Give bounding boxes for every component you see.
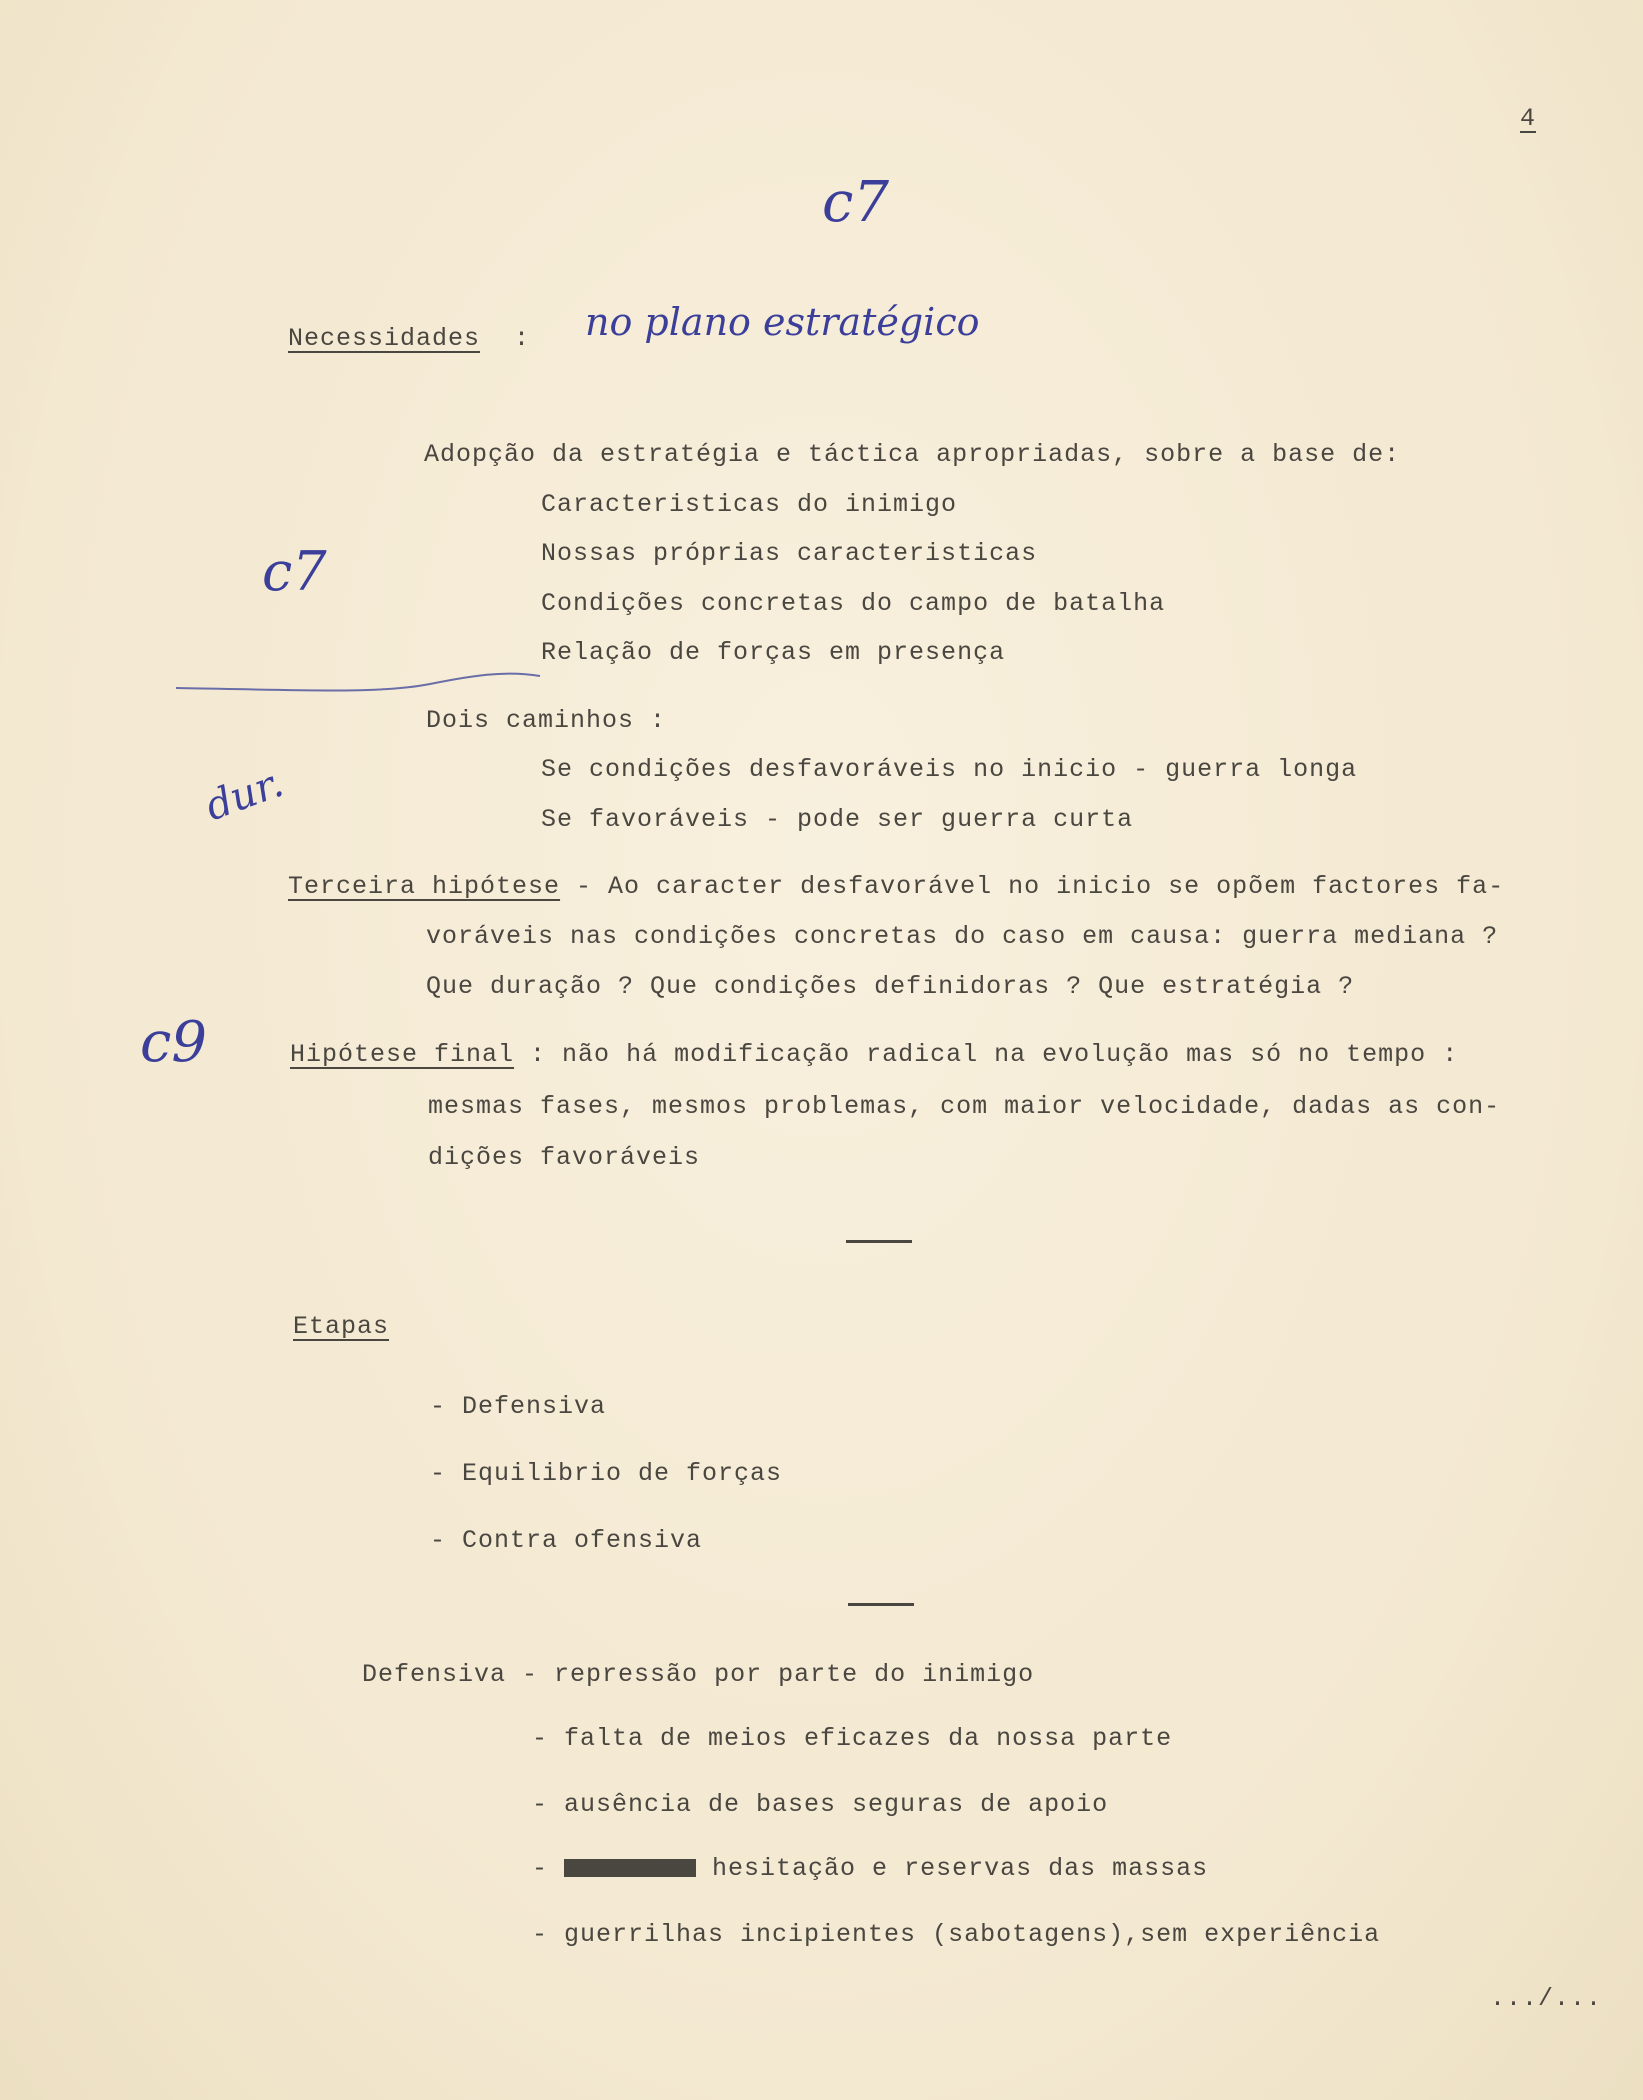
- defensiva-first-item: - repressão por parte do inimigo: [506, 1660, 1035, 1689]
- defensiva-heading: Defensiva: [362, 1660, 507, 1689]
- section-divider: [846, 1240, 912, 1243]
- necessidades-item: Caracteristicas do inimigo: [541, 490, 958, 519]
- handwritten-margin-c7: c7: [262, 540, 327, 603]
- handwritten-note-plano-estrategico: no plano estratégico: [585, 300, 980, 344]
- defensiva-row: [362, 1660, 1034, 1689]
- terceira-hipotese-line: voráveis nas condições concretas do caso em causa: guerra mediana ?: [426, 922, 1499, 951]
- hipotese-final-line: dições favoráveis: [428, 1143, 701, 1172]
- section-divider: [848, 1603, 914, 1606]
- defensiva-hesitacao-row: [532, 1854, 1208, 1883]
- necessidades-colon: :: [514, 324, 531, 353]
- defensiva-hesitacao-dash: -: [532, 1854, 549, 1883]
- terceira-hipotese-heading: Terceira hipótese: [288, 872, 561, 901]
- necessidades-item: Nossas próprias caracteristicas: [541, 539, 1038, 568]
- caminhos-item: Se condições desfavoráveis no inicio - guerra longa: [541, 755, 1358, 784]
- necessidades-intro: Adopção da estratégia e táctica apropriadas, sobre a base de:: [424, 440, 1401, 469]
- defensiva-item: - falta de meios eficazes da nossa parte: [532, 1724, 1173, 1753]
- handwritten-margin-dur: dur.: [199, 759, 290, 831]
- handwritten-margin-c9: c9: [140, 1010, 207, 1075]
- necessidades-item: Condições concretas do campo de batalha: [541, 589, 1166, 618]
- necessidades-heading: Necessidades: [288, 324, 481, 353]
- hipotese-final-line: mesmas fases, mesmos problemas, com maior velocidade, dadas as con-: [428, 1092, 1501, 1121]
- terceira-hipotese-line: Que duração ? Que condições definidoras ? Que estratégia ?: [426, 972, 1355, 1001]
- terceira-hipotese-row: [288, 872, 1504, 901]
- etapas-item: - Contra ofensiva: [430, 1526, 703, 1555]
- necessidades-heading-row: [288, 324, 530, 353]
- caminhos-item: Se favoráveis - pode ser guerra curta: [541, 805, 1134, 834]
- hipotese-final-text: : não há modificação radical na evolução mas só no tempo :: [514, 1040, 1459, 1069]
- page-number: 4: [1520, 104, 1537, 133]
- defensiva-item: - ausência de bases seguras de apoio: [532, 1790, 1109, 1819]
- defensiva-hesitacao-text: hesitação e reservas das massas: [696, 1854, 1209, 1883]
- hipotese-final-row: [290, 1040, 1458, 1069]
- handwritten-top-mark: c7: [822, 170, 889, 235]
- typed-over-strikeout: [564, 1859, 696, 1877]
- defensiva-item: - guerrilhas incipientes (sabotagens),sem experiência: [532, 1920, 1381, 1949]
- hipotese-final-heading: Hipótese final: [290, 1040, 515, 1069]
- etapas-item: - Equilibrio de forças: [430, 1459, 783, 1488]
- caminhos-heading: Dois caminhos :: [426, 706, 667, 735]
- etapas-heading: Etapas: [293, 1312, 390, 1341]
- terceira-hipotese-text: - Ao caracter desfavorável no inicio se opõem factores fa-: [560, 872, 1505, 901]
- necessidades-item: Relação de forças em presença: [541, 638, 1006, 667]
- etapas-item: - Defensiva: [430, 1392, 607, 1421]
- continuation-mark: .../...: [1490, 1984, 1603, 2013]
